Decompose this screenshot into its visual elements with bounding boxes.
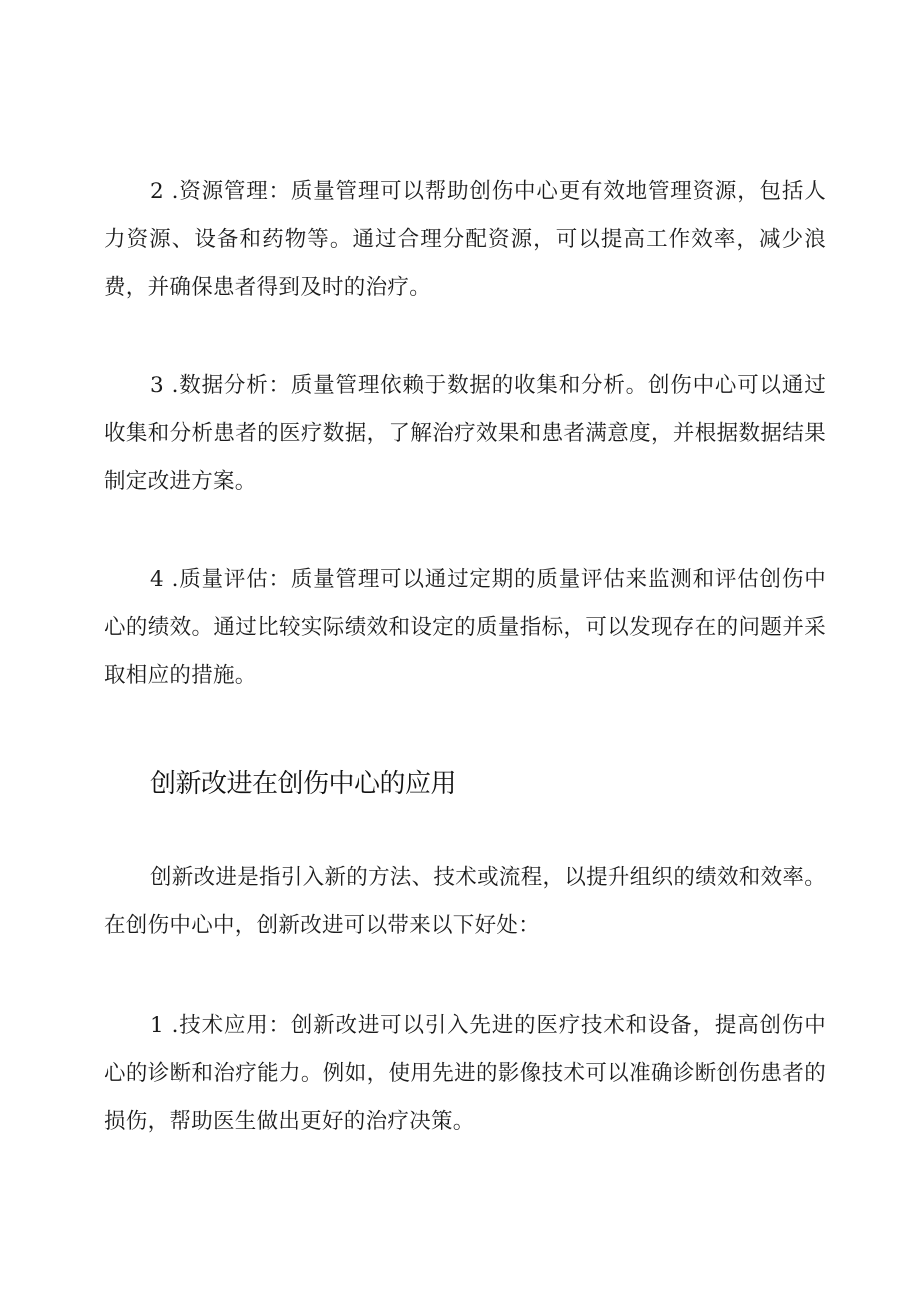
paragraph-innovation-intro: 创新改进是指引入新的方法、技术或流程，以提升组织的绩效和效率。在创伤中心中，创新改进可以带来以下好处： — [104, 865, 826, 938]
paragraph-data-analysis: 3 .数据分析：质量管理依赖于数据的收集和分析。创伤中心可以通过收集和分析患者的医疗数据，了解治疗效果和患者满意度，并根据数据结果制定改进方案。 — [104, 373, 826, 494]
paragraph-resource-management: 2 .资源管理：质量管理可以帮助创伤中心更有效地管理资源，包括人力资源、设备和药物等。通过合理分配资源，可以提高工作效率，减少浪费，并确保患者得到及时的治疗。 — [104, 179, 826, 300]
section-heading: 创新改进在创伤中心的应用 — [150, 769, 457, 799]
paragraph-technology-application: 1 .技术应用：创新改进可以引入先进的医疗技术和设备，提高创伤中心的诊断和治疗能力。例如，使用先进的影像技术可以准确诊断创伤患者的损伤，帮助医生做出更好的治疗决策。 — [104, 1013, 826, 1134]
paragraph-quality-assessment: 4 .质量评估：质量管理可以通过定期的质量评估来监测和评估创伤中心的绩效。通过比较实际绩效和设定的质量指标，可以发现存在的问题并采取相应的措施。 — [104, 567, 826, 688]
